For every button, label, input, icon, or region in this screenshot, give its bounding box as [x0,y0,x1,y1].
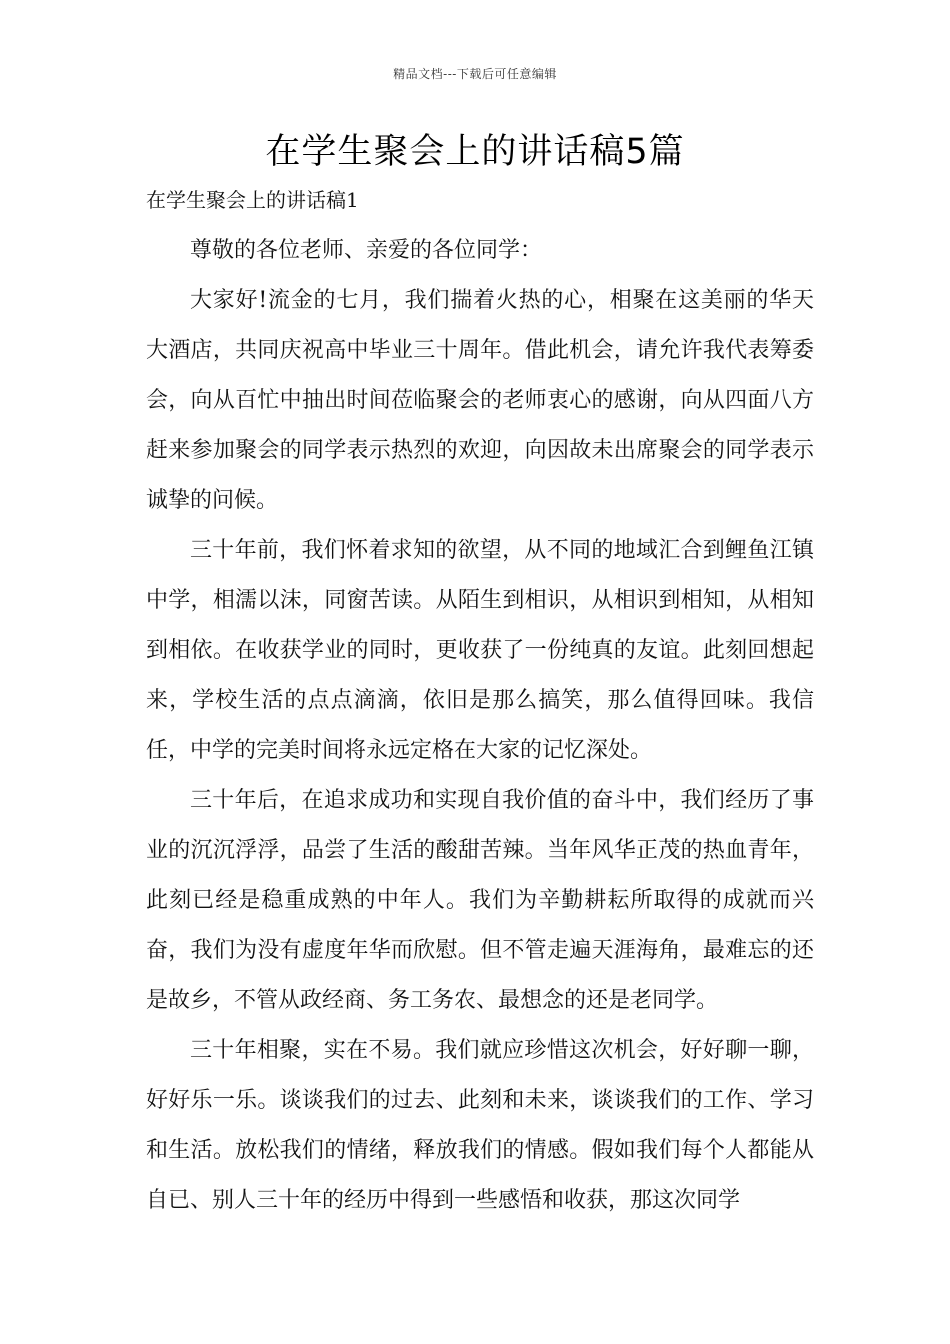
section-heading: 在学生聚会上的讲话稿1 [146,188,359,212]
paragraph-welcome: 大家好!流金的七月，我们揣着火热的心，相聚在这美丽的华天大酒店，共同庆祝高中毕业三十周年。借此机会，请允许我代表筹委会，向从百忙中抽出时间莅临聚会的老师衷心的感谢，向从四面八方赶来参加聚会的同学表示热烈的欢迎，向因故未出席聚会的同学表示诚挚的问候。 [146,288,814,513]
paragraph-thirty-years-later: 三十年后，在追求成功和实现自我价值的奋斗中，我们经历了事业的沉沉浮浮，品尝了生活的酸甜苦辣。当年风华正茂的热血青年，此刻已经是稳重成熟的中年人。我们为辛勤耕耘所取得的成就而兴奋，我们为没有虚度年华而欣慰。但不管走遍天涯海角，最难忘的还是故乡，不管从政经商、务工务农、最想念的还是老同学。 [146,788,814,1013]
document-title: 在学生聚会上的讲话稿5篇 [265,132,685,172]
paragraph-thirty-years-ago: 三十年前，我们怀着求知的欲望，从不同的地域汇合到鲤鱼江镇中学，相濡以沫，同窗苦读。从陌生到相识，从相识到相知，从相知到相依。在收获学业的同时，更收获了一份纯真的友谊。此刻回想起来，学校生活的点点滴滴，依旧是那么搞笑，那么值得回味。我信任，中学的完美时间将永远定格在大家的记忆深处。 [146,538,814,763]
paragraph-reunion: 三十年相聚，实在不易。我们就应珍惜这次机会，好好聊一聊，好好乐一乐。谈谈我们的过去、此刻和未来，谈谈我们的工作、学习和生活。放松我们的情绪，释放我们的情感。假如我们每个人都能从自已、别人三十年的经历中得到一些感悟和收获，那这次同学 [146,1038,814,1213]
header-note: 精品文档---下载后可任意编辑 [393,67,557,81]
document-body [146,226,814,1226]
paragraph-greeting: 尊敬的各位老师、亲爱的各位同学： [190,238,543,263]
